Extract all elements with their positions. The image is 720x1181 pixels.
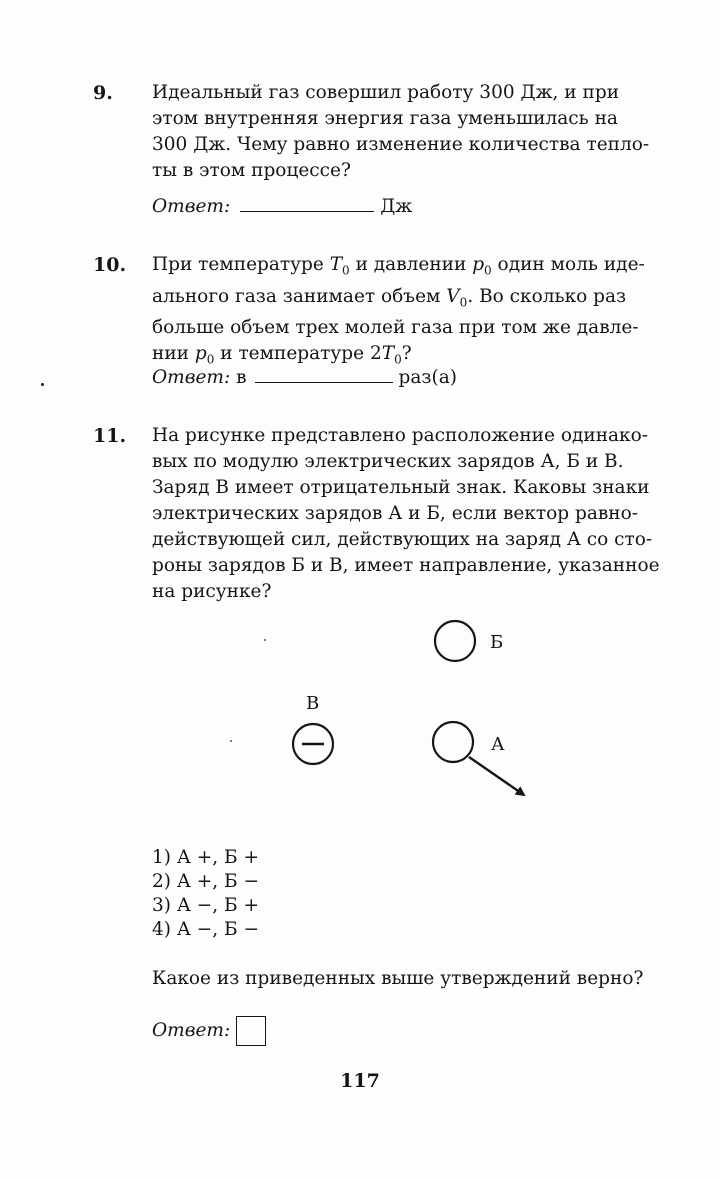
print-speck <box>264 639 266 641</box>
answer-label: Ответ: <box>152 1020 231 1041</box>
page-number: 117 <box>340 1070 380 1092</box>
charge-v-label: В <box>306 693 320 714</box>
options-list <box>152 846 259 942</box>
option-1[interactable]: 1) А +, Б + <box>152 847 259 868</box>
text-line: На рисунке представлено расположение одинако- <box>152 425 649 446</box>
option-2[interactable]: 2) А +, Б − <box>152 871 259 892</box>
option-3[interactable]: 3) А −, Б + <box>152 895 259 916</box>
text-line: действующей сил, действующих на заряд А со сто- <box>152 529 653 550</box>
charge-b-circle <box>435 621 475 661</box>
charge-b-label: Б <box>490 632 504 653</box>
text-line: При температуре $T_0$ и давлении $p_0$ один моль иде- <box>152 254 645 278</box>
answer-unit: раз(а) <box>398 367 457 388</box>
text-line: Заряд В имеет отрицательный знак. Каковы знаки <box>152 477 650 498</box>
answer-row <box>152 1016 266 1046</box>
text-line: ального газа занимает объем $V_0$. Во сколько раз <box>152 285 627 310</box>
answer-label: Ответ: <box>152 367 231 388</box>
question-text: Какое из приведенных выше утверждений верно? <box>152 968 644 989</box>
text-line: Идеальный газ совершил работу 300 Дж, и при <box>152 82 620 103</box>
answer-prefix: в <box>236 367 247 388</box>
text-line: ты в этом процессе? <box>152 160 351 181</box>
text-line: нии $p_0$ и температуре $2T_0$? <box>152 343 412 368</box>
resultant-force-arrow <box>469 757 524 795</box>
text-line: роны зарядов Б и В, имеет направление, указанное <box>152 555 660 576</box>
text-line: вых по модулю электрических зарядов А, Б и В. <box>152 451 624 472</box>
answer-box[interactable] <box>236 1016 266 1046</box>
answer-unit: Дж <box>380 196 413 217</box>
text-line: этом внутренняя энергия газа уменьшилась на <box>152 108 618 129</box>
text-line: электрических зарядов А и Б, если вектор равно- <box>152 503 638 524</box>
problem-number: 10. <box>93 254 127 276</box>
problem-number: 9. <box>93 82 113 104</box>
charge-a-label: А <box>491 734 505 755</box>
option-4[interactable]: 4) А −, Б − <box>152 919 259 940</box>
text-line: больше объем трех молей газа при том же давле- <box>152 317 639 339</box>
text-line: 300 Дж. Чему равно изменение количества тепло- <box>152 134 650 155</box>
print-speck <box>230 740 232 742</box>
answer-label: Ответ: <box>152 196 231 217</box>
problem-number: 11. <box>93 425 127 447</box>
charge-a-circle <box>433 722 473 762</box>
text-line: на рисунке? <box>152 581 272 602</box>
